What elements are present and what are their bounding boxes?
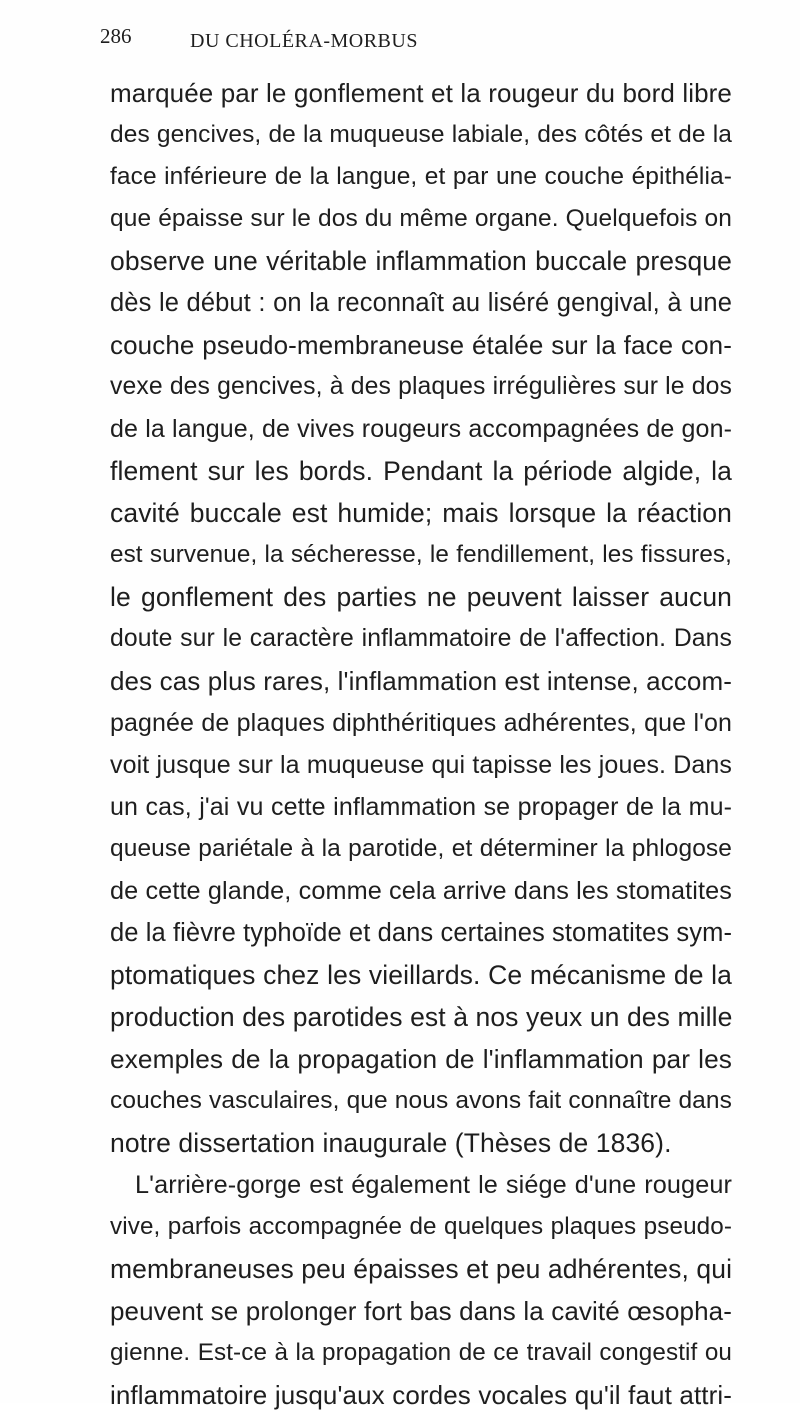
text-line: gienne. Est-ce à la propagation de ce travail congestif ou <box>110 1339 732 1366</box>
text-line: voit jusque sur la muqueuse qui tapisse les joues. Dans <box>110 751 732 779</box>
text-line: L'arrière-gorge est également le siége d'une rougeur <box>135 1171 732 1199</box>
text-line: membraneuses peu épaisses et peu adhérentes, qui <box>110 1254 733 1284</box>
text-line: dès le début : on la reconnaît au liséré gengival, à une <box>110 289 732 317</box>
text-line: flement sur les bords. Pendant la période algide, la <box>110 456 732 486</box>
text-line: de la fièvre typhoïde et dans certaines stomatites sym- <box>110 919 733 947</box>
text-line: couche pseudo-membraneuse étalée sur la face con- <box>110 330 732 360</box>
page-number: 286 <box>100 24 132 48</box>
text-line: des cas plus rares, l'inflammation est intense, accom- <box>110 666 732 696</box>
body-text <box>110 72 732 1416</box>
text-line: est survenue, la sécheresse, le fendillement, les fissures, <box>110 541 732 568</box>
text-line: le gonflement des parties ne peuvent laisser aucun <box>110 582 732 612</box>
page-header <box>100 20 720 70</box>
text-line: doute sur le caractère inflammatoire de l'affection. Dans <box>110 625 732 652</box>
text-line: vexe des gencives, à des plaques irrégulières sur le dos <box>110 373 732 400</box>
text-line: exemples de la propagation de l'inflammation par les <box>110 1044 732 1074</box>
text-line: observe une véritable inflammation buccale presque <box>110 246 732 276</box>
text-line: cavité buccale est humide; mais lorsque la réaction <box>110 498 732 528</box>
text-line: vive, parfois accompagnée de quelques plaques pseudo- <box>110 1213 732 1240</box>
text-line: couches vasculaires, que nous avons fait connaître dans <box>110 1087 732 1114</box>
text-line: peuvent se prolonger fort bas dans la cavité œsopha- <box>110 1296 732 1326</box>
text-line: notre dissertation inaugurale (Thèses de 1836). <box>110 1128 672 1158</box>
text-line: queuse pariétale à la parotide, et déterminer la phlogose <box>110 835 732 862</box>
text-line: production des parotides est à nos yeux un des mille <box>110 1002 733 1032</box>
text-line: que épaisse sur le dos du même organe. Quelquefois on <box>110 205 732 232</box>
text-line: ptomatiques chez les vieillards. Ce mécanisme de la <box>110 960 732 990</box>
text-line: de cette glande, comme cela arrive dans les stomatites <box>110 877 732 905</box>
text-line: face inférieure de la langue, et par une couche épithélia- <box>110 163 732 190</box>
text-line: un cas, j'ai vu cette inflammation se propager de la mu- <box>110 793 732 821</box>
text-line: des gencives, de la muqueuse labiale, des côtés et de la <box>110 121 732 148</box>
text-line: de la langue, de vives rougeurs accompagnées de gon- <box>110 415 732 443</box>
text-line: pagnée de plaques diphthéritiques adhérentes, que l'on <box>110 709 732 737</box>
text-line: inflammatoire jusqu'aux cordes vocales qu'il faut attri- <box>110 1380 732 1410</box>
running-title: DU CHOLÉRA-MORBUS <box>190 30 418 52</box>
text-line: marquée par le gonflement et la rougeur du bord libre <box>110 78 732 108</box>
